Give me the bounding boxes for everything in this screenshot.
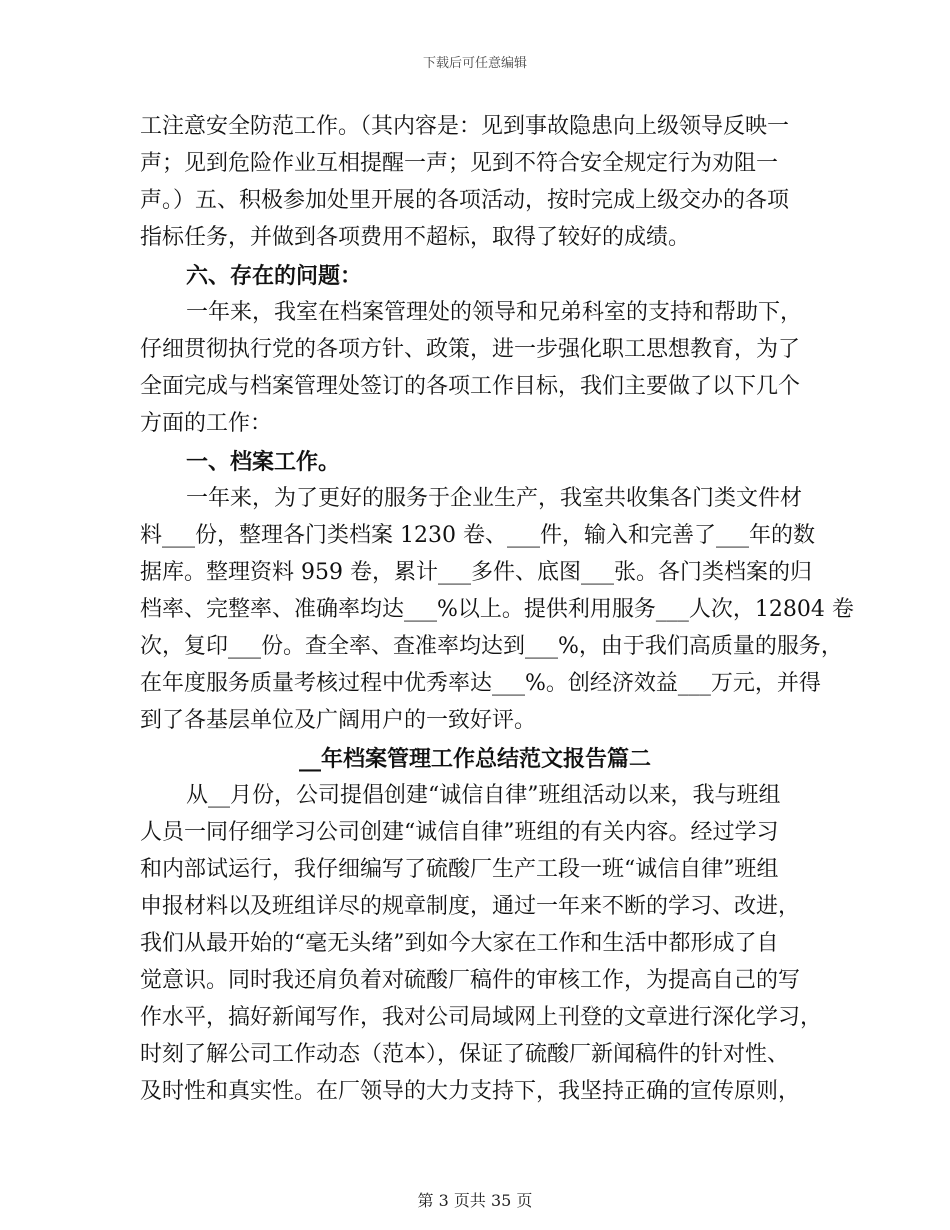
text-line: 六、存在的问题： [186,263,363,289]
text-line: 次，复印___份。查全率、查准率均达到___%，由于我们高质量的服务， [140,634,843,659]
text-line: 觉意识。同时我还肩负着对硫酸厂稿件的审核工作，为提高自己的写 [140,968,801,993]
text-line: 方面的工作： [140,411,273,436]
text-line: 我们从最开始的“毫无头绪”到如今大家在工作和生活中都形成了自 [140,931,779,956]
text-line: 到了各基层单位及广阔用户的一致好评。 [140,708,537,733]
text-line: 指标任务，并做到各项费用不超标，取得了较好的成绩。 [140,225,691,250]
text-line: 从__月份，公司提倡创建“诚信自律”班组活动以来，我与班组 [186,783,781,808]
text-line: 人员一同仔细学习公司创建“诚信自律”班组的有关内容。经过学习 [140,820,779,845]
text-line: 工注意安全防范工作。（其内容是：见到事故隐患向上级领导反映一 [140,114,790,139]
text-line: 作水平，搞好新闻写作，我对公司局域网上刊登的文章进行深化学习， [140,1005,823,1030]
text-line: 全面完成与档案管理处签订的各项工作目标，我们主要做了以下几个 [140,374,801,399]
text-line: 和内部试运行，我仔细编写了硫酸厂生产工段一班“诚信自律”班组 [140,857,779,882]
text-line: 料___份，整理各门类档案 1230 卷、___件，输入和完善了___年的数 [140,523,815,548]
text-line: 据库。整理资料 959 卷，累计___多件、底图___张。各门类档案的归 [140,560,812,585]
page-footer: 第 3 页共 35 页 [417,1191,533,1210]
text-line: 声；见到危险作业互相提醒一声；见到不符合安全规定行为劝阻一 [140,151,779,176]
text-line: 档率、完整率、准确率均达___%以上。提供利用服务___人次，12804 卷 [140,597,854,622]
text-line: 一、档案工作。 [186,449,341,475]
text-line: 及时性和真实性。在厂领导的大力支持下，我坚持正确的宣传原则， [140,1079,801,1104]
text-line: 一年来，我室在档案管理处的领导和兄弟科室的支持和帮助下， [186,300,803,325]
text-line: 申报材料以及班组详尽的规章制度，通过一年来不断的学习、改进， [140,894,801,919]
text-line: 时刻了解公司工作动态（范本），保证了硫酸厂新闻稿件的针对性、 [140,1042,790,1067]
text-line: 仔细贯彻执行党的各项方针、政策，进一步强化职工思想教育，为了 [140,337,801,362]
page-header: 下载后可任意编辑 [422,56,527,71]
text-line: __年档案管理工作总结范文报告篇二 [298,746,651,772]
text-line: 一年来，为了更好的服务于企业生产，我室共收集各门类文件材 [186,486,803,511]
text-line: 在年度服务质量考核过程中优秀率达___%。创经济效益___万元，并得 [140,671,821,696]
text-line: 声。）五、积极参加处里开展的各项活动，按时完成上级交办的各项 [140,188,790,213]
